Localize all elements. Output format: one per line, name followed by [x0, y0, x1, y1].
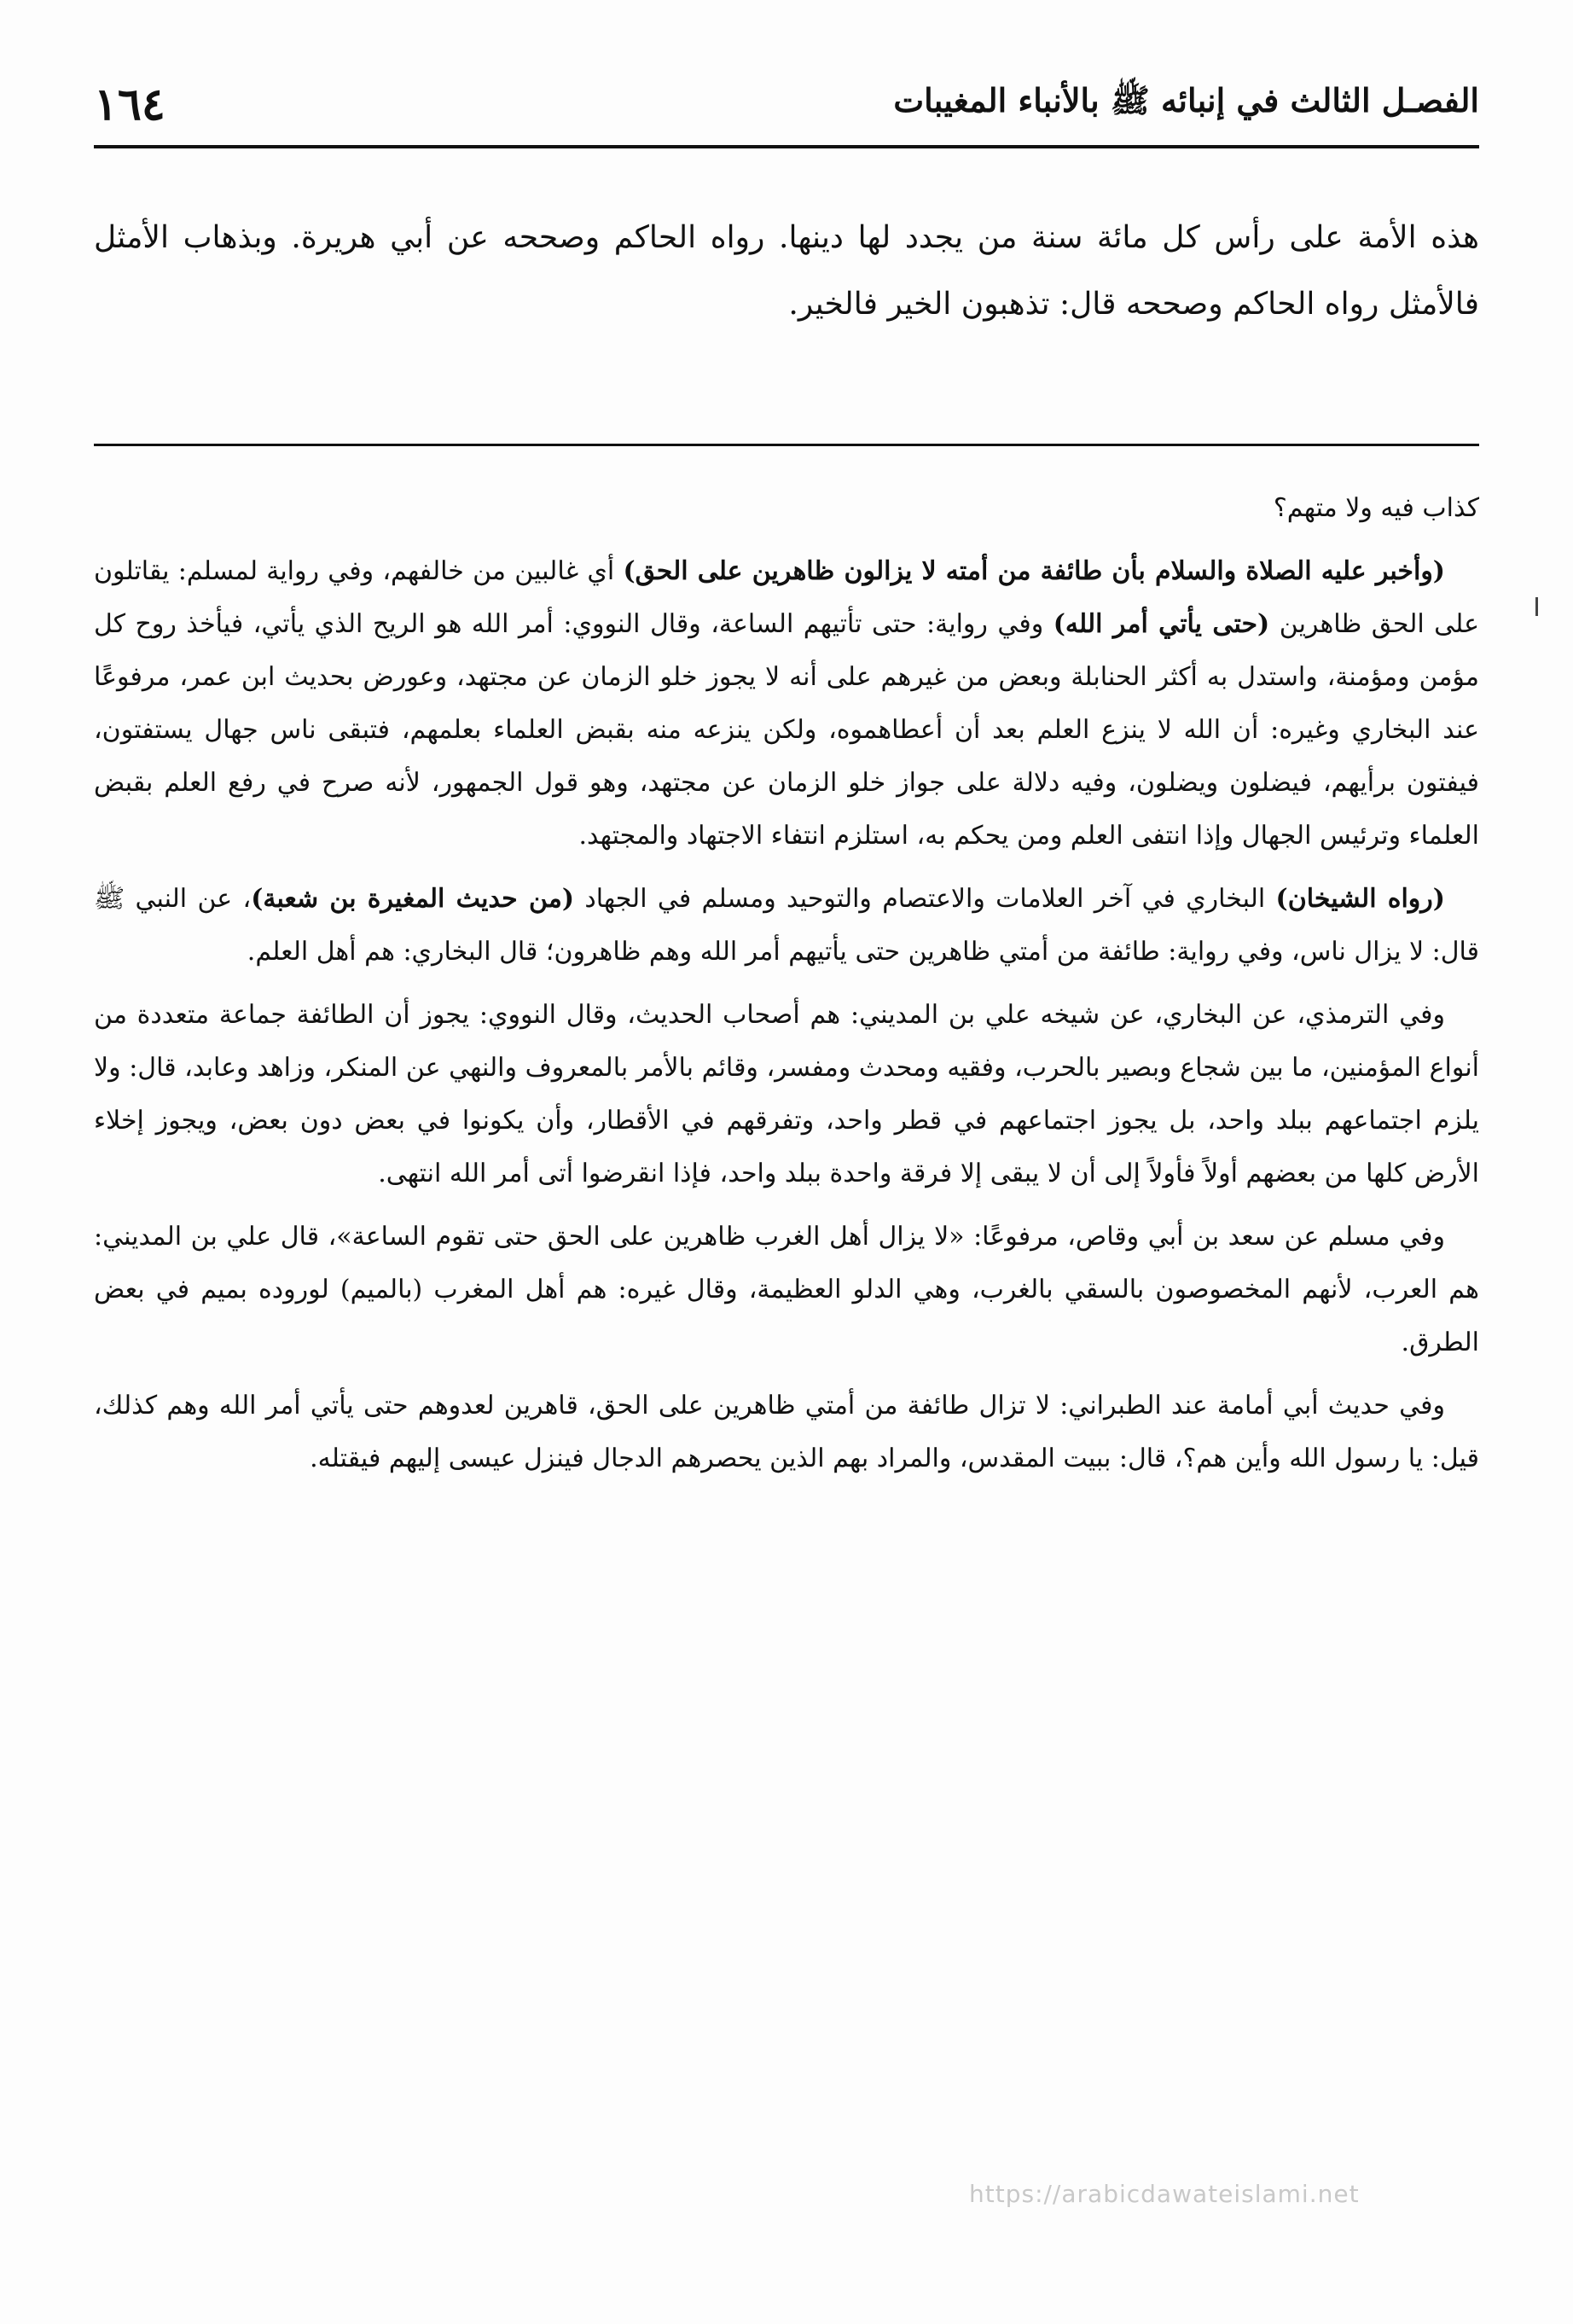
paragraph-6	[94, 1380, 1479, 1485]
paragraph-1	[94, 482, 1479, 535]
watermark-url: https://arabicdawateislami.net	[969, 2180, 1360, 2208]
paragraph-4-text: وفي الترمذي، عن البخاري، عن شيخه علي بن المديني: هم أصحاب الحديث، وقال النووي: يجوز أن الطائفة جماعة متعددة من أنواع المؤمنين، ما بين شجاع وبصير بالحرب، وفقيه ومحدث ومفسر، وقائم بالأمر بالمعروف والنهي عن المنكر، وزاهد وعابد، قال: ولا يلزم اجتماعهم ببلد واحد، بل يجوز اجتماعهم في قطر واحد، وتفرقهم في الأقطار، وأن يكونوا في بعض دون بعض، ويجوز إخلاء الأرض كلها من بعضهم أولاً فأولاً إلى أن لا يبقى إلا فرقة واحدة ببلد واحد، فإذا انقرضوا أتى أمر الله انتهى.	[94, 1000, 1479, 1188]
matn-quote-1: (وأخبر عليه الصلاة والسلام بأن طائفة من أمته لا يزالون ظاهرين على الحق)	[623, 556, 1445, 586]
paragraph-3	[94, 873, 1479, 979]
matn-quote-3: (رواه الشيخان)	[1275, 884, 1445, 914]
footnote-continuation	[94, 205, 1479, 338]
paragraph-2-text-b: وفي رواية: حتى تأتيهم الساعة، وقال النووي: أمر الله هو الريح الذي يأتي، فيأخذ روح كل مؤمن ومؤمنة، واستدل به أكثر الحنابلة وبعض من غيرهم على أنه لا يجوز خلو الزمان عن مجتهد، وعورض بحديث ابن عمر، مرفوعًا عند البخاري وغيره: أن الله لا ينزع العلم بعد أن أعطاهموه، ولكن ينزعه منه بقبض العلماء بعلمهم، فتبقى ناس جهال يستفتون، فيفتون برأيهم، فيضلون ويضلون، وفيه دلالة على جواز خلو الزمان عن مجتهد، وهو قول الجمهور، لأنه صرح في رفع العلم بقبض العلماء وترئيس الجهال وإذا انتفى العلم ومن يحكم به، استلزم انتفاء الاجتهاد والمجتهد.	[94, 609, 1479, 851]
paragraph-5-text: وفي مسلم عن سعد بن أبي وقاص، مرفوعًا: «لا يزال أهل الغرب ظاهرين على الحق حتى تقوم الساعة»، قال علي بن المديني: هم العرب، لأنهم المخصوصون بالسقي بالغرب، وهي الدلو العظيمة، وقال غيره: هم أهل المغرب (بالميم) لوروده بميم في بعض الطرق.	[94, 1222, 1479, 1357]
paragraph-5	[94, 1211, 1479, 1369]
paragraph-1-text: كذاب فيه ولا متهم؟	[1273, 493, 1479, 523]
commentary-body	[94, 482, 1479, 1496]
matn-quote-2: (حتى يأتي أمر الله)	[1053, 609, 1270, 639]
page-header	[94, 70, 1479, 148]
paragraph-6-text: وفي حديث أبي أمامة عند الطبراني: لا تزال طائفة من أمتي ظاهرين على الحق، قاهرين لعدوهم حتى يأتي أمر الله وهم كذلك، قيل: يا رسول الله وأين هم؟، قال: ببيت المقدس، والمراد بهم الذين يحصرهم الدجال فينزل عيسى إليهم فيقتله.	[94, 1391, 1479, 1473]
top-paragraph: هذه الأمة على رأس كل مائة سنة من يجدد لها دينها. رواه الحاكم وصححه عن أبي هريرة. وبذهاب الأمثل فالأمثل رواه الحاكم وصححه قال: تذهبون الخير فالخير.	[94, 220, 1479, 322]
paragraph-3-text-b: ، عن النبي ﷺ قال: لا يزال ناس، وفي رواية: طائفة من أمتي ظاهرين حتى يأتيهم أمر الله وهم ظاهرون؛ قال البخاري: هم أهل العلم.	[94, 884, 1479, 967]
margin-mark	[1535, 597, 1538, 616]
paragraph-3-text-a: البخاري في آخر العلامات والاعتصام والتوحيد ومسلم في الجهاد	[574, 884, 1276, 914]
matn-quote-4: (من حديث المغيرة بن شعبة)	[251, 884, 575, 914]
page-number: ١٦٤	[94, 78, 165, 131]
paragraph-2	[94, 545, 1479, 863]
running-title: الفصـل الثالث في إنبائه ﷺ بالأنباء المغيبات	[893, 80, 1479, 119]
paragraph-2-text-a: أي غالبين من خالفهم، وفي رواية لمسلم: يقاتلون على الحق ظاهرين	[94, 556, 1479, 639]
paragraph-4	[94, 989, 1479, 1200]
section-divider	[94, 444, 1479, 446]
